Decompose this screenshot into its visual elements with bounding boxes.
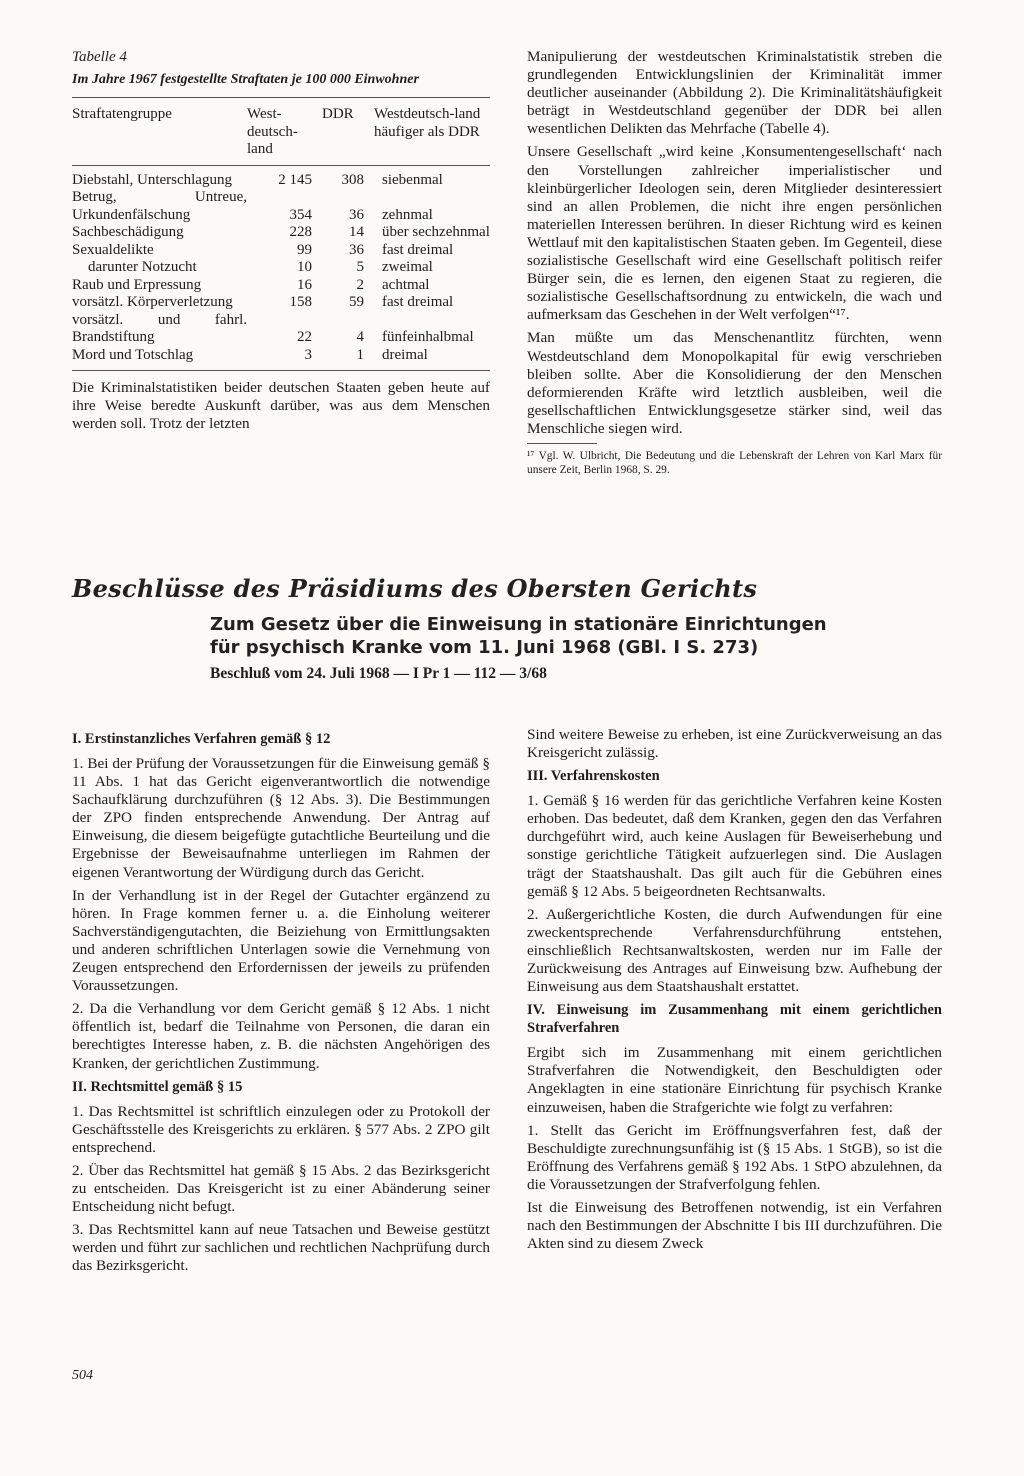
table-row bbox=[72, 224, 490, 242]
cell-group: Sachbeschädigung bbox=[72, 224, 184, 240]
bottom-left-column bbox=[72, 726, 490, 1280]
cell-west: 228 bbox=[289, 224, 312, 240]
cell-ddr: 4 bbox=[356, 329, 364, 345]
top-left-column bbox=[72, 48, 490, 438]
footnote-rule bbox=[527, 443, 597, 444]
paragraph: 1. Gemäß § 16 werden für das gerichtliche Verfahren keine Kosten erhoben. Das bedeutet, daß dem Kranken, gegen den das Verfahren durchgeführt wird, auch keine Auslagen für Beweiserhebung und sonstige gerichtliche Tätigkeit aufzuerlegen sind. Die Auslagen trägt der Staatshaushalt. Das gilt auch für die Gebühren eines gemäß § 12 Abs. 5 beigeordneten Rechtsanwalts. bbox=[527, 792, 942, 900]
cell-ddr: 2 bbox=[356, 276, 364, 293]
cell-west: 10 bbox=[297, 259, 312, 275]
cell-ddr: 59 bbox=[349, 294, 364, 310]
cell-factor: zweimal bbox=[382, 259, 433, 275]
paragraph: Unsere Gesellschaft „wird keine ‚Konsumentengesellschaft‘ nach den Vorstellungen zahlreicher imperialistischer und kleinbürgerlicher Ideologen sein, deren Mitglieder desinteressiert sind an allen Problemen, die nicht ihre engen persönlichen materiellen Interessen berühren. In dieser Richtung wird es keinen Wettlauf mit den kapitalistischen Staaten geben. Im Gegenteil, diese sozialistische Gesellschaft wird eine Gesellschaft politisch reifer Bürger sein, die es lernen, den eigenen Staat zu regieren, die sozialistische Gesellschaftsordnung zu entwickeln, die wach und aufmerksam das Geschehen in der Welt verfolgen“¹⁷. bbox=[527, 143, 942, 324]
decree-title-line-1: Zum Gesetz über die Einweisung in stationäre Einrichtungen bbox=[210, 614, 827, 635]
table-row bbox=[72, 259, 490, 277]
subsection-heading: II. Rechtsmittel gemäß § 15 bbox=[72, 1078, 243, 1095]
paragraph: 2. Da die Verhandlung vor dem Gericht gemäß § 12 Abs. 1 nicht öffentlich ist, bedarf die Teilnahme von Personen, die daran ein berechtigtes Interesse haben, z. B. die nächsten Angehörigen des Kranken, der gerichtlichen Zustimmung. bbox=[72, 1000, 490, 1072]
header-ddr: DDR bbox=[322, 98, 374, 166]
paragraph: 1. Bei der Prüfung der Voraussetzungen für die Einweisung gemäß § 11 Abs. 1 hat das Gericht eigenverantwortlich die notwendige Sachaufklärung durchzuführen (§ 12 Abs. 3). Die Bestimmungen der ZPO finden entsprechende Anwendung. Der Antrag auf Einweisung, die diesem beigefügte gutachtliche Beurteilung und die Ergebnisse der Beweisaufnahme unterliegen im Rahmen der eigenen Verantwortung der Würdigung durch das Gericht. bbox=[72, 755, 490, 881]
cell-factor: siebenmal bbox=[382, 171, 443, 188]
section-header bbox=[72, 574, 942, 683]
table-subtitle: Im Jahre 1967 festgestellte Straftaten je 100 000 Einwohner bbox=[72, 72, 419, 87]
cell-west: 2 145 bbox=[278, 171, 312, 188]
cell-west: 158 bbox=[289, 294, 312, 310]
cell-factor: dreimal bbox=[382, 346, 428, 363]
table-row bbox=[72, 242, 490, 260]
cell-ddr: 36 bbox=[349, 206, 364, 223]
cell-ddr: 5 bbox=[356, 259, 364, 275]
cell-group: vorsätzl. Körperverletzung bbox=[72, 294, 233, 310]
paragraph: 1. Stellt das Gericht im Eröffnungsverfahren fest, daß der Beschuldigte zurechnungsunfähig ist (§ 15 Abs. 1 StGB), so ist die Eröffnung des Verfahrens gemäß § 192 Abs. 1 StPO abzulehnen, da die Voraussetzungen der Strafverfolgung fehlen. bbox=[527, 1121, 942, 1193]
table-row bbox=[72, 347, 490, 371]
top-left-paragraph: Die Kriminalstatistiken beider deutschen Staaten geben heute auf ihre Weise beredte Auskunft darüber, was aus dem Menschen werden soll. Trotz der letzten bbox=[72, 379, 490, 433]
decree-title-line-2: für psychisch Kranke vom 11. Juni 1968 (GBl. I S. 273) bbox=[210, 637, 759, 658]
paragraph: Man müßte um das Menschenantlitz fürchten, wenn Westdeutschland dem Monopolkapital für ewig verschrieben bleiben sollte. Aber die Konsolidierung der den Menschen deformierenden Kräfte wird letztlich ausbleiben, weil die gesellschaftlichen Entwicklungsgesetze stärker sind, weil das Menschliche siegen wird. bbox=[527, 329, 942, 437]
cell-group: vorsätzl. und fahrl. Brandstiftung bbox=[72, 311, 247, 345]
cell-group: Raub und Erpressung bbox=[72, 276, 202, 293]
paragraph: Manipulierung der westdeutschen Kriminalstatistik streben die grundlegenden Entwicklungslinien der Kriminalität immer deutlicher auseinander (Abbildung 2). Die Kriminalitätshäufigkeit beträgt in Westdeutschland gegenüber der DDR bei allen wesentlichen Delikten das Mehrfache (Tabelle 4). bbox=[527, 48, 942, 138]
cell-west: 22 bbox=[297, 329, 312, 345]
table-body bbox=[72, 165, 490, 371]
cell-west: 99 bbox=[297, 241, 312, 258]
table-row bbox=[72, 165, 490, 189]
header-west: West-deutsch-land bbox=[247, 98, 322, 166]
page-number: 504 bbox=[72, 1368, 93, 1383]
cell-ddr: 308 bbox=[341, 171, 364, 188]
cell-factor: achtmal bbox=[382, 276, 430, 293]
top-right-column bbox=[527, 48, 942, 483]
cell-west: 16 bbox=[297, 276, 312, 293]
subsection-heading: III. Verfahrenskosten bbox=[527, 768, 660, 785]
bottom-right-column bbox=[527, 726, 942, 1258]
paragraph: Ergibt sich im Zusammenhang mit einem gerichtlichen Strafverfahren die Notwendigkeit, den Beschuldigten oder Angeklagten in eine stationäre Einrichtung für psychisch Kranke einzuweisen, haben die Strafgerichte wie folgt zu verfahren: bbox=[527, 1044, 942, 1116]
decree-date: Beschluß vom 24. Juli 1968 — I Pr 1 — 112 — 3/68 bbox=[210, 665, 547, 682]
paragraph: Ist die Einweisung des Betroffenen notwendig, ist ein Verfahren nach den Bestimmungen der Abschnitte I bis III durchzuführen. Die Akten sind zu diesem Zweck bbox=[527, 1198, 942, 1253]
header-group: Straftatengruppe bbox=[72, 98, 247, 166]
table-row bbox=[72, 294, 490, 312]
table-row bbox=[72, 277, 490, 295]
cell-ddr: 1 bbox=[356, 346, 364, 363]
table-title: Tabelle 4 bbox=[72, 49, 127, 65]
table-row bbox=[72, 312, 490, 347]
header-factor: Westdeutsch-land häufiger als DDR bbox=[374, 98, 490, 166]
paragraph: In der Verhandlung ist in der Regel der Gutachter ergänzend zu hören. In Frage kommen ferner u. a. die Einholung weiterer Sachverständigengutachten, die Beiziehung von Ermittlungsakten und anderen schriftlichen Unterlagen sowie die Vernehmung von Zeugen entsprechend den Erfordernissen der jeweils zu prüfenden Voraussetzungen. bbox=[72, 886, 490, 995]
cell-group: Mord und Totschlag bbox=[72, 346, 194, 363]
footnote: ¹⁷ Vgl. W. Ulbricht, Die Bedeutung und die Lebenskraft der Lehren von Karl Marx für unsere Zeit, Berlin 1968, S. 29. bbox=[527, 449, 942, 477]
cell-factor: fünfeinhalbmal bbox=[382, 329, 474, 345]
cell-ddr: 36 bbox=[349, 241, 364, 258]
cell-factor: fast dreimal bbox=[382, 241, 454, 258]
cell-factor: fast dreimal bbox=[382, 294, 454, 310]
paragraph: 3. Das Rechtsmittel kann auf neue Tatsachen und Beweise gestützt werden und führt zur sachlichen und rechtlichen Nachprüfung durch das Bezirksgericht. bbox=[72, 1221, 490, 1275]
cell-group: Diebstahl, Unterschlagung bbox=[72, 171, 232, 188]
cell-ddr: 14 bbox=[349, 224, 364, 240]
paragraph: 2. Außergerichtliche Kosten, die durch Aufwendungen für eine zweckentsprechende Verfahrensdurchführung entstehen, einschließlich Rechtsanwaltskosten, werden nur im Falle der Zurückweisung des Antrages auf Einweisung bzw. Aufhebung der Einweisung aus dem Staatshaushalt erstattet. bbox=[527, 905, 942, 996]
subsection-heading: I. Erstinstanzliches Verfahren gemäß § 12 bbox=[72, 731, 331, 747]
table-row bbox=[72, 189, 490, 224]
subsection-heading: IV. Einweisung im Zusammenhang mit einem gerichtlichen Strafverfahren bbox=[527, 1002, 942, 1037]
paragraph: 2. Über das Rechtsmittel hat gemäß § 15 Abs. 2 das Bezirksgericht zu entscheiden. Das Kreisgericht ist zu einer Abänderung seiner Entscheidung nicht befugt. bbox=[72, 1161, 490, 1216]
paragraph: 1. Das Rechtsmittel ist schriftlich einzulegen oder zu Protokoll der Geschäftsstelle des Kreisgerichts zu erklären. § 577 Abs. 2 ZPO gilt entsprechend. bbox=[72, 1102, 490, 1156]
cell-factor: zehnmal bbox=[382, 206, 433, 223]
cell-group: Sexualdelikte bbox=[72, 241, 154, 258]
table-header-row bbox=[72, 98, 490, 166]
paragraph: Sind weitere Beweise zu erheben, ist eine Zurückverweisung an das Kreisgericht zulässig. bbox=[527, 726, 942, 762]
cell-west: 354 bbox=[289, 206, 312, 223]
section-heading: Beschlüsse des Präsidiums des Obersten Gerichts bbox=[72, 574, 758, 603]
cell-group: Betrug, Untreue, Urkundenfälschung bbox=[72, 189, 247, 223]
cell-group: darunter Notzucht bbox=[88, 259, 197, 275]
crime-table bbox=[72, 97, 490, 371]
cell-west: 3 bbox=[304, 346, 312, 363]
cell-factor: über sechzehnmal bbox=[382, 224, 490, 240]
